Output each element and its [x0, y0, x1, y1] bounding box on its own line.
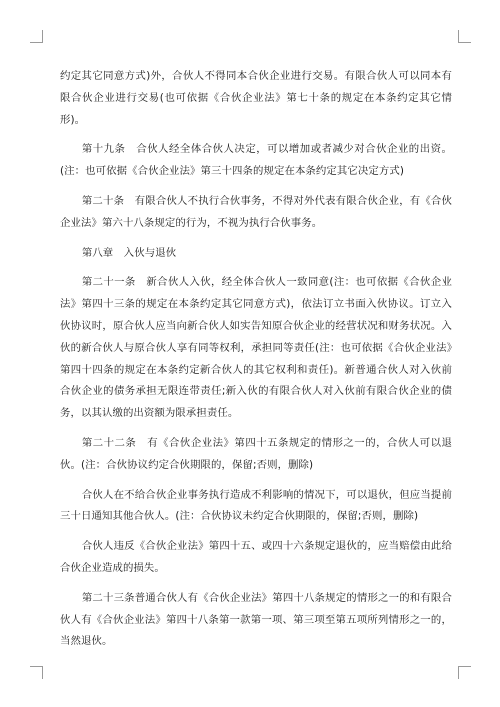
chapter-heading: 第八章 入伙与退伙 [81, 246, 177, 259]
crop-mark-top-left [30, 30, 43, 43]
paragraph-article-19: 第十九条 合伙人经全体合伙人决定，可以增加或者减少对合伙企业的出资。(注：也可依据《合伙企业法》第三十四条的规定在本条约定其它决定方式) [60, 143, 452, 178]
paragraph-article-22: 第二十二条 有《合伙企业法》第四十五条规定的情形之一的，合伙人可以退伙。(注：合伙协议约定合伙期限的，保留;否则，删除) [60, 436, 452, 471]
crop-mark-bottom-left [30, 666, 43, 679]
paragraph-continued: 约定其它同意方式)外，合伙人不得同本合伙企业进行交易。有限合伙人可以同本有限合伙企业进行交易(也可依据《合伙企业法》第七十条的规定在本条约定其它情形)。 [60, 70, 452, 126]
crop-mark-bottom-right [458, 666, 471, 679]
paragraph-withdrawal-notice: 合伙人在不给合伙企业事务执行造成不利影响的情况下，可以退伙，但应当提前三十日通知其他合伙人。(注：合伙协议未约定合伙期限的，保留;否则，删除) [60, 488, 452, 523]
paragraph-article-23: 第二十三条普通合伙人有《合伙企业法》第四十八条规定的情形之一的和有限合伙人有《合伙企业法》第四十八条第一款第一项、第三项至第五项所列情形之一的，当然退伙。 [60, 591, 452, 648]
crop-mark-top-right [458, 30, 471, 43]
paragraph-article-20: 第二十条 有限合伙人不执行合伙事务，不得对外代表有限合伙企业，有《合伙企业法》第六十八条规定的行为，不视为执行合伙事务。 [60, 194, 452, 229]
document-body [60, 66, 452, 661]
paragraph-article-21: 第二十一条 新合伙人入伙，经全体合伙人一致同意(注：也可依据《合伙企业法》第四十三条的规定在本条约定其它同意方式)，依法订立书面入伙协议。订立入伙协议时，原合伙人应当向新合伙人如实告知原合伙企业的经营状况和财务状况。入伙的新合伙人与原合伙人享有同等权利，承担同等责任(注：也可依据《合伙企业法》第四十四条的规定在本条约定新合伙人的其它权利和责任)。新普通合伙人对入伙前合伙企业的债务承担无限连带责任;新入伙的有限合伙人对入伙前有限合伙企业的债务，以其认缴的出资额为限承担责任。 [60, 276, 452, 420]
paragraph-withdrawal-compensation: 合伙人违反《合伙企业法》第四十五、或四十六条规定退伙的，应当赔偿由此给合伙企业造成的损失。 [60, 540, 452, 574]
